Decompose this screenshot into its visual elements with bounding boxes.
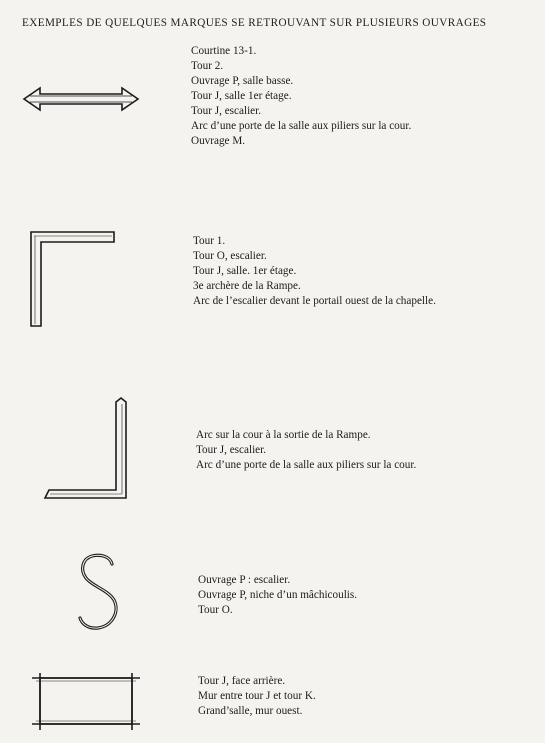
location-line: Arc d’une porte de la salle aux piliers sur la cour. [196,459,417,471]
location-line: Grand’salle, mur ouest. [198,705,303,717]
mark-4-locations [198,573,357,618]
location-line: Ouvrage M. [191,135,246,147]
location-line: Tour J, escalier. [196,444,267,456]
location-line: Tour J, face arrière. [198,675,286,687]
location-line: Tour J, salle 1er étage. [191,90,292,102]
mark-5-locations [198,674,316,719]
mark-3-locations [196,428,416,473]
mark-1-locations [191,44,411,149]
location-line: Ouvrage P, salle basse. [191,75,294,87]
corner-bottom-right-icon [42,396,132,504]
location-line: 3e archère de la Rampe. [193,280,301,292]
location-line: Tour J, salle. 1er étage. [193,265,297,277]
location-line: Tour J, escalier. [191,105,262,117]
location-line: Courtine 13-1. [191,45,257,57]
location-line: Arc d’une porte de la salle aux piliers sur la cour. [191,120,412,132]
location-line: Tour O, escalier. [193,250,267,262]
location-line: Ouvrage P, niche d’un mâchicoulis. [198,589,358,601]
rectangle-frame-icon [30,672,142,742]
location-line: Ouvrage P : escalier. [198,574,291,586]
mark-2-locations [193,234,436,309]
corner-top-left-icon [28,230,118,330]
double-arrow-icon [22,84,142,114]
location-line: Mur entre tour J et tour K. [198,690,316,702]
location-line: Arc sur la cour à la sortie de la Rampe. [196,429,371,441]
location-line: Tour O. [198,604,233,616]
letter-s-icon [74,552,124,632]
page-title: EXEMPLES DE QUELQUES MARQUES SE RETROUVANT SUR PLUSIEURS OUVRAGES [22,17,487,29]
location-line: Tour 2. [191,60,224,72]
location-line: Arc de l’escalier devant le portail ouest de la chapelle. [193,295,436,307]
location-line: Tour 1. [193,235,226,247]
